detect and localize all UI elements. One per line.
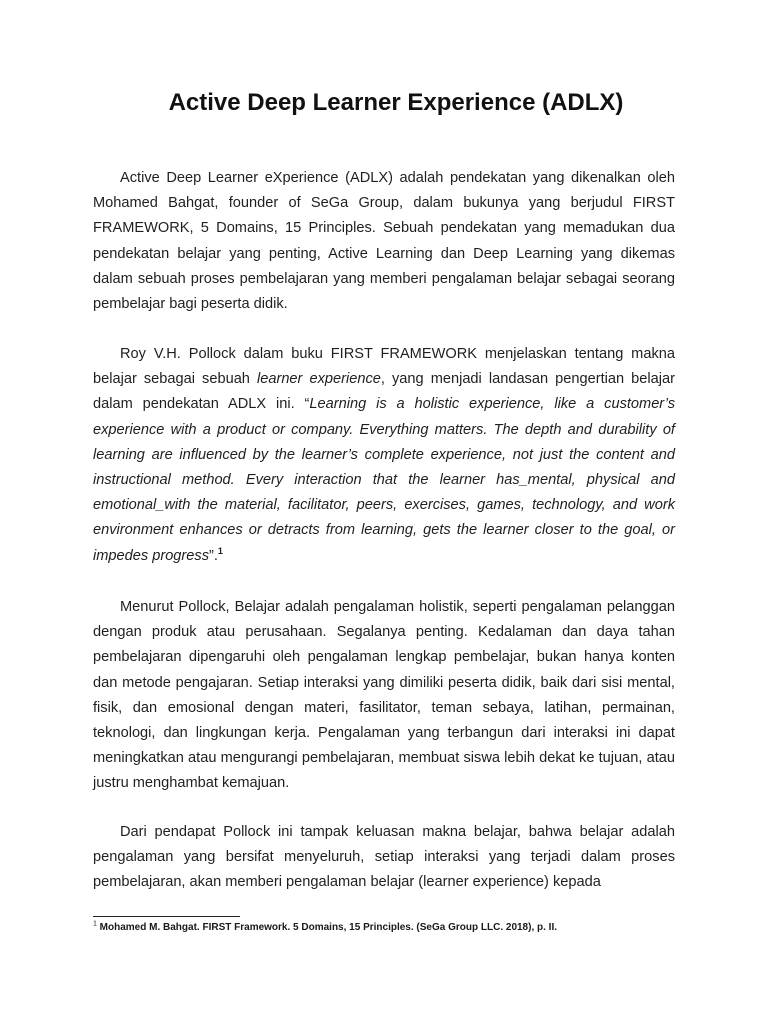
paragraph-3 — [93, 595, 675, 797]
paragraph-4 — [93, 820, 675, 896]
footnote — [93, 921, 557, 935]
paragraph-4-text: Dari pendapat Pollock ini tampak keluasan makna belajar, bahwa belajar adalah pengalaman yang bersifat menyeluruh, setiap interaksi yang terjadi dalam proses pembelajaran, akan memberi pengalaman belajar (learner experience) kepada — [93, 824, 675, 891]
footnote-marker: 1 — [93, 920, 97, 928]
paragraph-2-italic-term: learner experience — [256, 371, 381, 388]
document-title: Active Deep Learner Experience (ADLX) — [168, 89, 624, 116]
footnote-reference[interactable]: 1 — [217, 545, 223, 556]
paragraph-2-text-c: , yang menjadi landasan pengertian belajar dalam pendekatan ADLX ini. “ — [93, 371, 675, 413]
paragraph-1 — [93, 166, 675, 317]
paragraph-2 — [93, 342, 675, 569]
paragraph-3-text: Menurut Pollock, Belajar adalah pengalaman holistik, seperti pengalaman pelanggan dengan produk atau perusahaan. Segalanya penting. Kedalaman dan daya tahan pembelajaran dipengaruhi oleh pengalaman lengkap pembelajar, bukan hanya konten dan metode pengajaran. Setiap interaksi yang dimiliki peserta didik, baik dari sisi mental, fisik, dan emosional dengan materi, fasilitator, teman sebaya, latihan, permainan, teknologi, dan lingkungan kerja. Pengalaman yang terbangun dari interaksi ini dapat meningkatkan atau mengurangi pembelajaran, membuat siswa lebih dekat ke tujuan, atau justru menghambat kemajuan. — [93, 599, 675, 792]
paragraph-2-text-a: Roy V.H. Pollock dalam buku FIRST FRAMEWORK menjelaskan tentang makna belajar sebagai sebuah — [93, 346, 675, 388]
footnote-text: Mohamed M. Bahgat. FIRST Framework. 5 Domains, 15 Principles. (SeGa Group LLC. 2018), p. II. — [96, 922, 558, 933]
footnote-separator — [93, 916, 240, 917]
paragraph-1-text: Active Deep Learner eXperience (ADLX) adalah pendekatan yang dikenalkan oleh Mohamed Bahgat, founder of SeGa Group, dalam bukunya yang berjudul FIRST FRAMEWORK, 5 Domains, 15 Principles. Sebuah pendekatan yang memadukan dua pendekatan belajar yang penting, Active Learning dan Deep Learning yang dikemas dalam sebuah proses pembelajaran yang memberi pengalaman belajar sebagai seorang pembelajar bagi peserta didik. — [93, 170, 675, 313]
paragraph-2-text-e: ”. — [209, 547, 218, 564]
paragraph-2-italic-quote: Learning is a holistic experience, like a customer’s experience with a product or company. Everything matters. The depth and durability of learning are influenced by the learner’s complete experience, not just the content and instructional method. Every interaction that the learner has_mental, physical and emotional_with the material, facilitator, peers, exercises, games, technology, and work environment enhances or detracts from learning, gets the learner closer to the goal, or impedes progress — [93, 396, 675, 564]
